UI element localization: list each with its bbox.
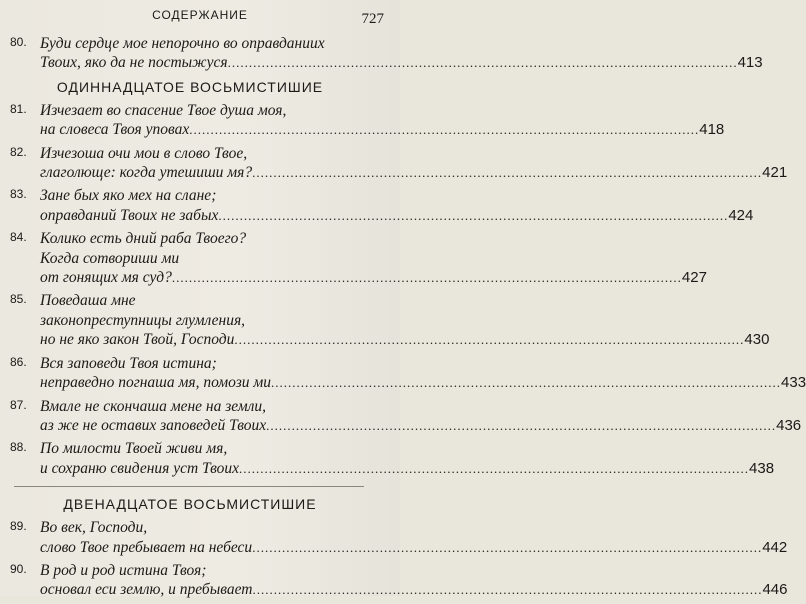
entry-number: 86. (10, 354, 27, 369)
entry-number: 81. (10, 101, 27, 116)
leader-dots: ........................................................................................................................ (266, 417, 777, 433)
leader-dots: ........................................................................................................................ (239, 460, 750, 476)
toc-entry[interactable] (10, 34, 763, 73)
entry-line (40, 538, 788, 557)
entry-line (40, 330, 770, 349)
leader-dots: ........................................................................................................................ (234, 332, 745, 348)
entry-text: слово Твое пребывает на небеси (40, 538, 253, 556)
entry-line (40, 373, 806, 392)
toc-entry[interactable] (10, 561, 788, 600)
entry-page-number: 446 (762, 581, 788, 599)
entry-text: и сохраню свидения уст Твоих (40, 459, 240, 477)
entries-group-a (10, 34, 763, 73)
entry-line: Изчезоша очи мои в слово Твое, (40, 144, 248, 162)
entry-text: но не яко закон Твой, Господи (40, 331, 235, 349)
leader-dots: ........................................................................................................................ (252, 539, 763, 555)
entry-line: законопреступницы глумления, (40, 311, 246, 329)
entry-text: на словеса Твоя уповах (40, 121, 190, 139)
entry-line: В род и род истина Твоя; (40, 561, 207, 579)
entry-number: 84. (10, 230, 27, 245)
page-header (0, 8, 400, 28)
leader-dots: ........................................................................................................................ (227, 55, 738, 71)
entry-text: неправедно погнаша мя, помози ми (40, 374, 272, 392)
entry-line: Поведаша мне (40, 292, 136, 310)
toc-entry[interactable] (10, 518, 788, 557)
entry-line: По милости Твоей живи мя, (40, 440, 228, 458)
toc-entry[interactable] (10, 291, 770, 349)
entry-line (40, 206, 754, 225)
entry-number: 83. (10, 187, 27, 202)
entry-text: оправданий Твоих не забых (40, 206, 219, 224)
entry-number: 90. (10, 561, 27, 576)
leader-dots: ........................................................................................................................ (189, 122, 700, 138)
toc-entry[interactable] (10, 229, 707, 287)
entry-line: Изчезает во спасение Твое душа моя, (40, 101, 287, 119)
toc-entry[interactable] (10, 101, 725, 140)
table-of-contents (10, 34, 806, 604)
leader-dots: ........................................................................................................................ (252, 582, 763, 598)
toc-entry[interactable] (10, 186, 754, 225)
entry-line: Колико есть дний раба Твоего? (40, 230, 247, 248)
entry-number: 88. (10, 440, 27, 455)
entry-page-number: 433 (781, 374, 806, 392)
entry-number: 82. (10, 144, 27, 159)
entry-line: Вся заповеди Твоя истина; (40, 354, 217, 372)
entry-number: 89. (10, 519, 27, 534)
section-title-twelfth: ДВЕНАДЦАТОЕ ВОСЬМИСТИШИЕ (63, 496, 317, 513)
entries-group-b (10, 101, 806, 478)
entry-number: 85. (10, 292, 27, 307)
entry-line (40, 268, 707, 287)
entry-number: 87. (10, 397, 27, 412)
entry-page-number: 418 (699, 121, 725, 139)
entry-line: Вмале не скончаша мене на земли, (40, 397, 267, 415)
leader-dots: ........................................................................................................................ (171, 270, 682, 286)
entry-text: основал еси землю, и пребывает (40, 581, 253, 599)
entry-line (40, 459, 775, 478)
toc-entry[interactable] (10, 144, 788, 183)
entry-line (40, 163, 788, 182)
entry-page-number: 438 (749, 459, 775, 477)
entry-text: от гонящих мя суд? (40, 269, 172, 287)
entry-line: Во век, Господи, (40, 519, 148, 537)
leader-dots: ........................................................................................................................ (252, 165, 763, 181)
entry-line (40, 416, 802, 435)
page-number: 727 (361, 11, 384, 27)
toc-entry[interactable] (10, 439, 775, 478)
entry-page-number: 413 (737, 54, 763, 72)
entry-text: глаголюще: когда утешиши мя? (40, 164, 253, 182)
divider-rule (14, 486, 364, 487)
leader-dots: ........................................................................................................................ (218, 207, 729, 223)
entry-text: аз же не оставих заповедей Твоих (40, 416, 267, 434)
toc-entry[interactable] (10, 397, 802, 436)
entry-line (40, 580, 788, 599)
toc-entry[interactable] (10, 354, 806, 393)
entry-text: Твоих, яко да не постыжуся (40, 54, 228, 72)
entry-page-number: 436 (776, 416, 802, 434)
entry-line: Когда сотвориши ми (40, 249, 180, 267)
entry-page-number: 427 (681, 269, 707, 287)
leader-dots: ........................................................................................................................ (271, 375, 782, 391)
entry-line: Буди сердце мое непорочно во оправданиих (40, 35, 325, 52)
entry-page-number: 424 (728, 206, 754, 224)
entry-number: 80. (10, 35, 27, 49)
entry-page-number: 442 (762, 538, 788, 556)
entry-page-number: 430 (744, 331, 770, 349)
entry-line: Зане бых яко мех на слане; (40, 187, 217, 205)
section-title-eleventh: ОДИННАДЦАТОЕ ВОСЬМИСТИШИЕ (56, 78, 324, 95)
entry-line (40, 120, 725, 139)
entry-line (40, 53, 763, 72)
running-title: СОДЕРЖАНИЕ (152, 8, 248, 22)
entries-group-c (10, 518, 788, 600)
entry-page-number: 421 (762, 164, 788, 182)
